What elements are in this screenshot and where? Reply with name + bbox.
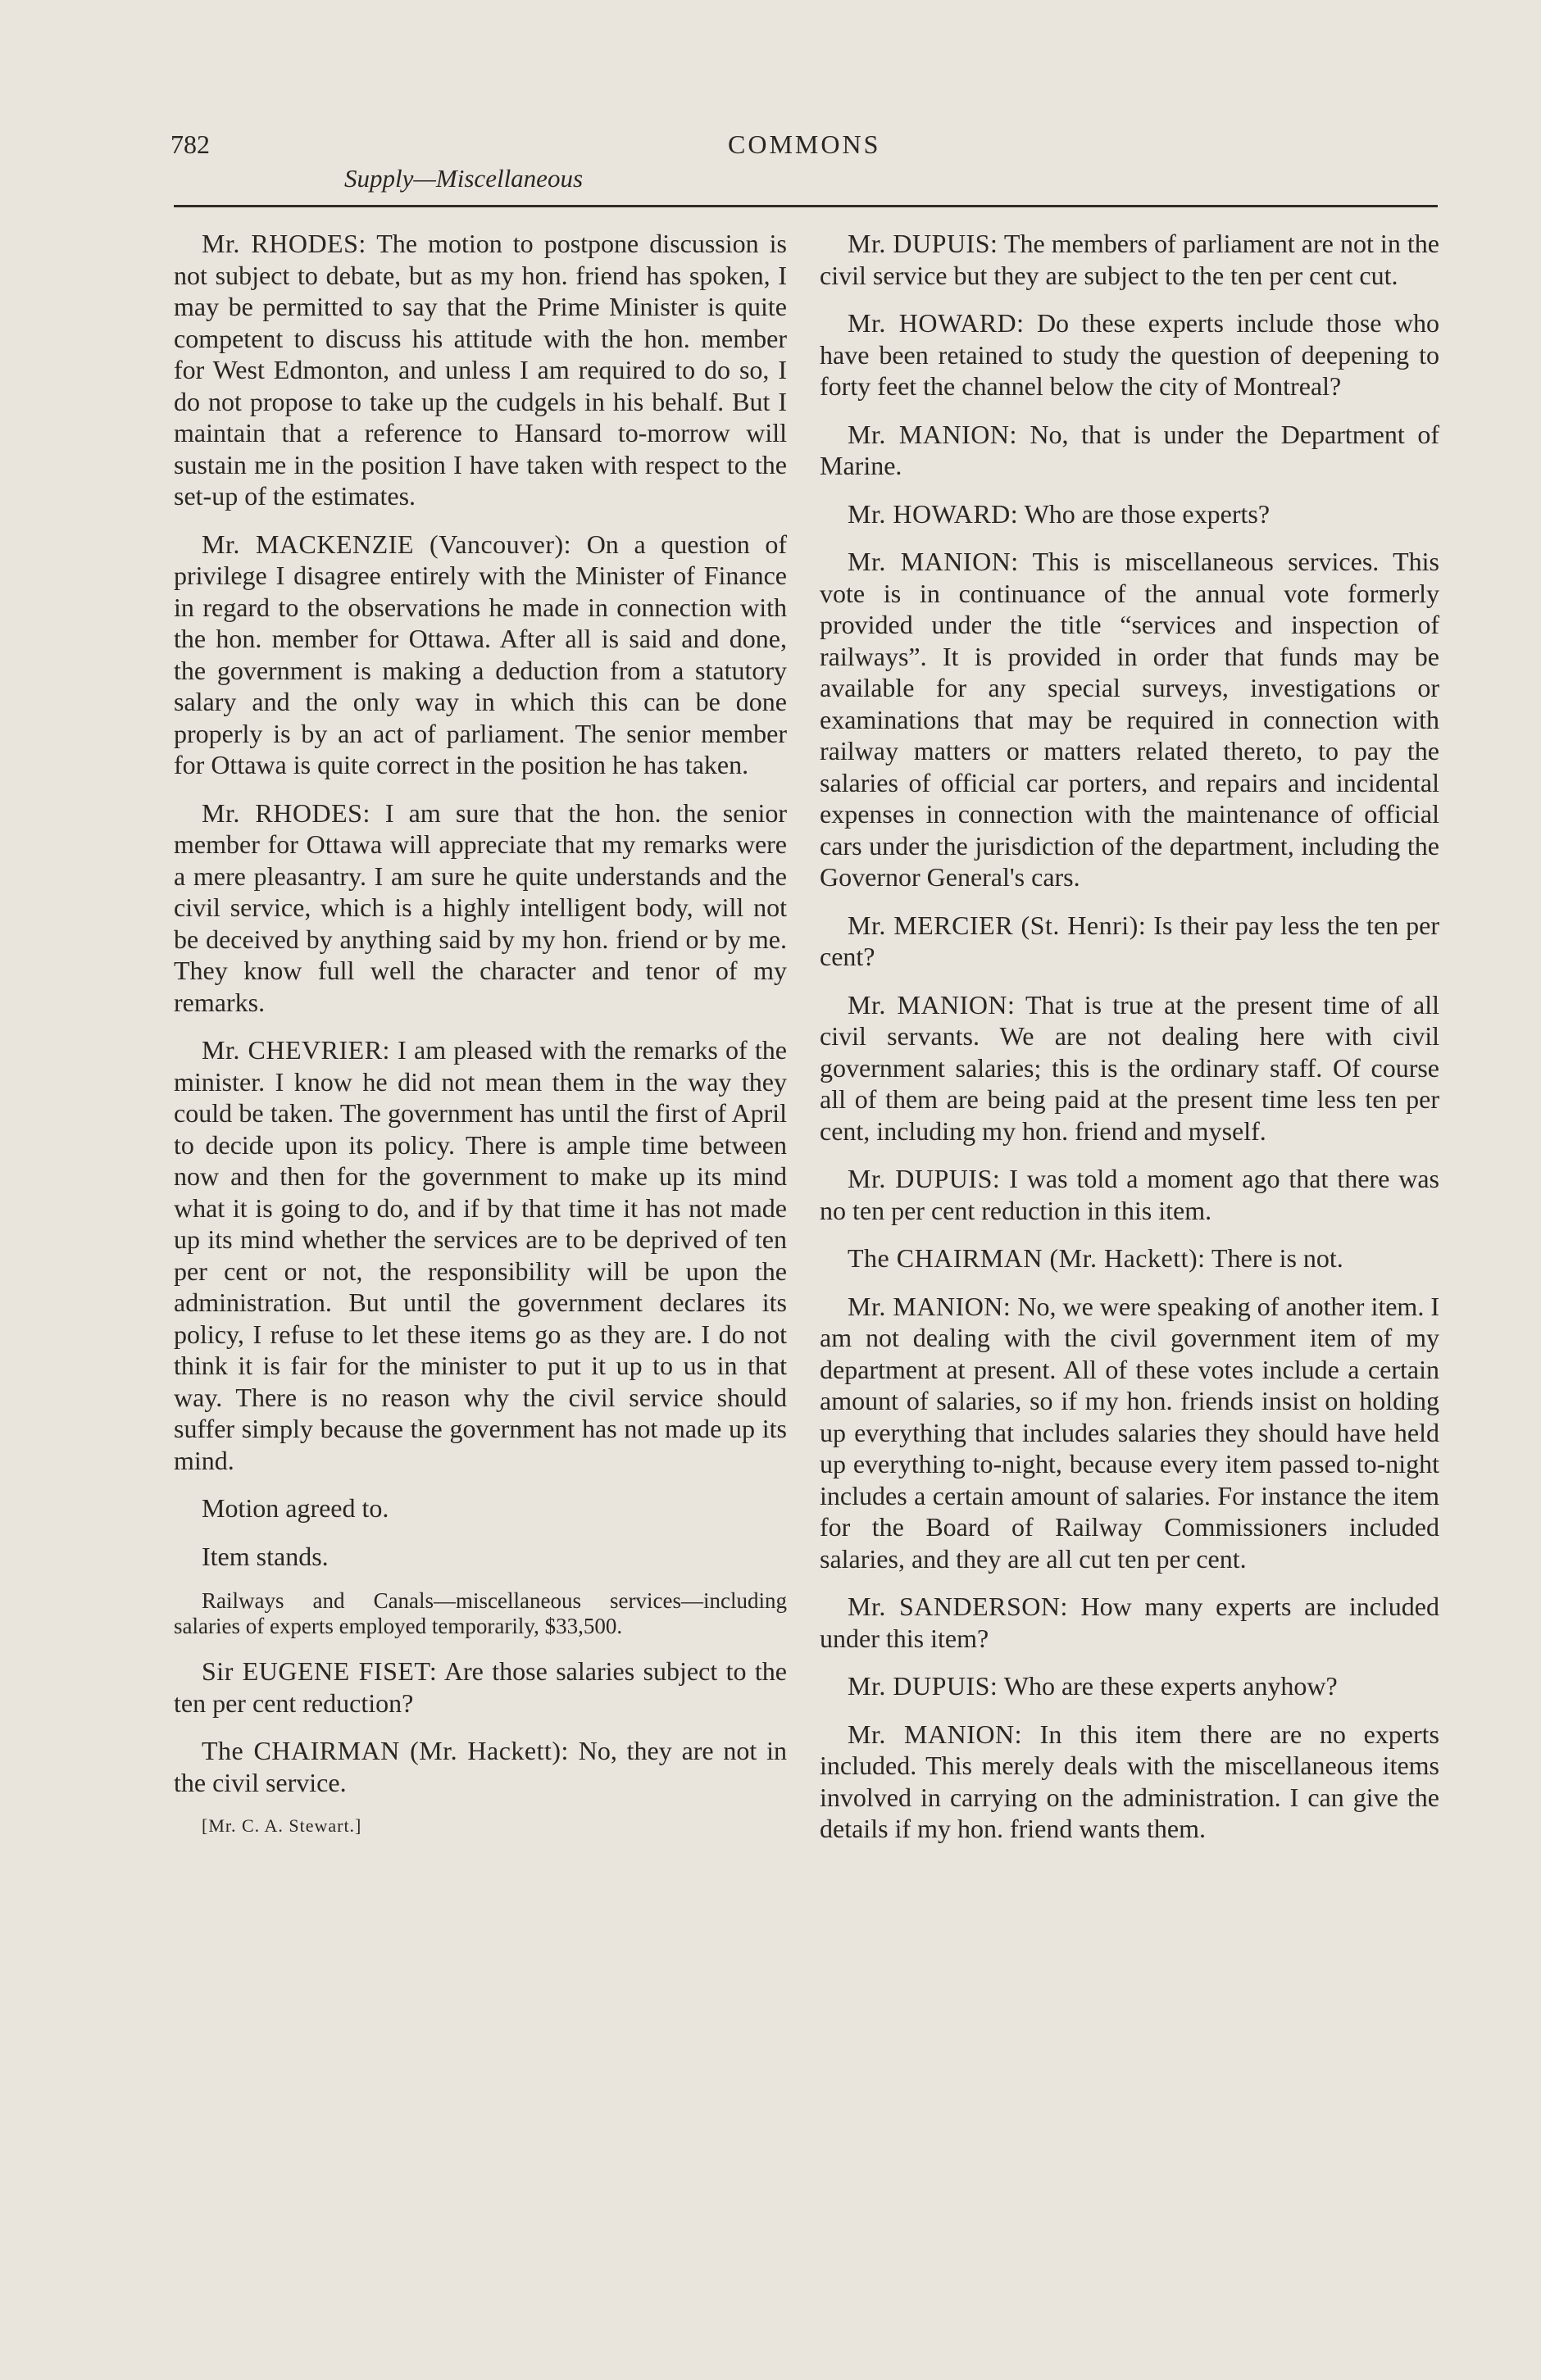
speaker-name: Mr. SANDERSON: [848, 1592, 1068, 1621]
speaker-name: Mr. MERCIER (St. Henri): [848, 910, 1147, 940]
speech-text: I am sure that the hon. the senior member for Ottawa will appreciate that my remarks were a mere pleasantry. I am sure he quite understands and the civil service, which is a highly intelligent body, will not be deceived by anything said by my hon. friend or by me. They know full well the character and tenor of my remarks. [174, 797, 788, 1017]
speech-text: Motion agreed to. [202, 1493, 389, 1523]
speaker-name: Sir EUGENE FISET: [202, 1656, 438, 1686]
speech-paragraph [820, 910, 1439, 973]
speech-paragraph [820, 228, 1439, 291]
page-header [0, 0, 1541, 213]
speech-paragraph [174, 797, 787, 1019]
speech-paragraph [174, 1588, 787, 1639]
speech-text: No, that is under the Department of Marine. [820, 419, 1439, 480]
speech-text: Who are these experts anyhow? [998, 1671, 1338, 1701]
member-signature: [Mr. C. A. Stewart.] [202, 1815, 362, 1836]
speaker-name: Mr. RHODES: [202, 797, 370, 828]
speech-text: In this item there are no experts included. This merely deals with the miscellaneous items involved in carrying on the administration. I can give the details if my hon. friend wants them. [820, 1719, 1440, 1843]
speech-text: How many experts are included under this item? [820, 1592, 1440, 1653]
speaker-name: Mr. MANION: [848, 419, 1017, 449]
speech-text: I am pleased with the remarks of the minister. I know he did not mean them in the way they could be taken. The government has until the first of April to decide upon its policy. There is ample time between now and then for the government to make up its mind what it is going to do, and if by that time it has not made up its mind whether the services are to be deprived of ten per cent or not, the responsibility will be upon the administration. But until the government declares its policy, I refuse to let these items go as they are. I do not think it is fair for the minister to put it up to us in that way. There is no reason why the civil service should suffer simply because the government has not made up its mind. [174, 1035, 788, 1475]
speech-paragraph [174, 1492, 787, 1524]
speaker-name: Mr. DUPUIS: [848, 229, 998, 258]
speech-paragraph [820, 419, 1439, 482]
header-rule [174, 205, 1438, 207]
page-number: 782 [170, 129, 210, 159]
speech-paragraph [174, 1656, 787, 1719]
speaker-name: Mr. RHODES: [202, 229, 366, 258]
speaker-name: Mr. HOWARD: [848, 308, 1025, 338]
speaker-name: The CHAIRMAN (Mr. Hackett): [202, 1736, 569, 1765]
speech-text: Item stands. [202, 1541, 329, 1571]
speech-text: This is miscellaneous services. This vote is in continuance of the annual vote formerly provided under the title “services and inspection of railways”. It is provided in order that funds may be available for any special surveys, investigations or examinations that may be required in connection with railway matters or matters related thereto, to pay the salaries of official car porters, and repairs and incidental expenses in connection with the maintenance of official cars under the jurisdiction of the department, including the Governor General's cars. [820, 547, 1440, 892]
speech-text: The members of parliament are not in the civil service but they are subject to the ten per cent cut. [820, 229, 1440, 290]
right-column [820, 228, 1439, 1861]
speaker-name: Mr. HOWARD: [848, 498, 1019, 529]
speech-text: No, we were speaking of another item. I am not dealing with the civil government item of my department at present. All of these votes include a certain amount of salaries, so if my hon. friends insist on holding up everything that includes salaries they should have held up everything to-night, because every item passed to-night includes a certain amount of salaries. For instance the item for the Board of Railway Commissioners included salaries, and they are all cut ten per cent. [820, 1291, 1440, 1574]
speech-text: The motion to postpone discussion is not subject to debate, but as my hon. friend has spoken, I may be permitted to say that the Prime Minister is quite competent to discuss his attitude with the hon. member for West Edmonton, and unless I am required to do so, I do not propose to take up the cudgels in his behalf. But I maintain that a reference to Hansard to-morrow will sustain me in the position I have taken with respect to the set-up of the estimates. [174, 229, 788, 511]
speaker-name: Mr. CHEVRIER: [202, 1035, 390, 1065]
speech-paragraph [174, 228, 787, 512]
speaker-name: Mr. MANION: [848, 547, 1019, 576]
speech-text: Do these experts include those who have been retained to study the question of deepening to forty feet the channel below the city of Montreal? [820, 308, 1440, 401]
speech-paragraph [820, 989, 1439, 1147]
speech-paragraph [820, 1719, 1439, 1845]
speech-text: Are those salaries subject to the ten per cent reduction? [174, 1656, 788, 1718]
speech-text: I was told a moment ago that there was no ten per cent reduction in this item. [820, 1164, 1440, 1225]
speech-paragraph [820, 1670, 1439, 1702]
speech-text: Who are those experts? [1018, 498, 1271, 529]
speaker-name: Mr. DUPUIS: [848, 1671, 998, 1701]
speech-paragraph [174, 1735, 787, 1798]
speech-paragraph [820, 498, 1439, 530]
speech-paragraph [820, 1291, 1439, 1575]
speech-paragraph [820, 1591, 1439, 1654]
speaker-name: The CHAIRMAN (Mr. Hackett): [848, 1243, 1206, 1273]
speech-paragraph [174, 1541, 787, 1573]
speech-text: On a question of privilege I disagree entirely with the Minister of Finance in regard to the observations he made in connection with the hon. member for Ottawa. After all is said and done, the government is making a deduction from a statutory salary and the only way in which this can be done properly is by an act of parliament. The senior member for Ottawa is quite correct in the position he has taken. [174, 529, 787, 779]
speech-text: Is their pay less the ten per cent? [820, 910, 1440, 971]
speech-paragraph [820, 307, 1439, 402]
speech-paragraph [174, 529, 787, 781]
speaker-name: Mr. DUPUIS: [848, 1164, 1001, 1193]
speech-paragraph [174, 1034, 787, 1476]
speaker-name: Mr. MANION: [848, 1719, 1022, 1749]
speech-text: That is true at the present time of all civil servants. We are not dealing here with civil government salaries; this is the ordinary staff. Of course all of them are being paid at the present time less ten per cent, including my hon. friend and myself. [820, 989, 1440, 1146]
running-title: COMMONS [728, 129, 881, 159]
speech-text: No, they are not in the civil service. [174, 1736, 788, 1797]
left-column [174, 228, 787, 1854]
speaker-name: Mr. MACKENZIE (Vancouver): [202, 529, 572, 559]
section-title: Supply—Miscellaneous [344, 164, 584, 193]
speech-paragraph [820, 1242, 1439, 1274]
speech-paragraph [820, 1163, 1439, 1226]
speaker-name: Mr. MANION: [848, 1291, 1011, 1321]
speech-text: There is not. [1205, 1243, 1343, 1273]
speech-text: Railways and Canals—miscellaneous services—including salaries of experts employed temporarily, $33,500. [174, 1588, 787, 1638]
speaker-name: Mr. MANION: [848, 989, 1016, 1020]
speech-paragraph [820, 546, 1439, 893]
